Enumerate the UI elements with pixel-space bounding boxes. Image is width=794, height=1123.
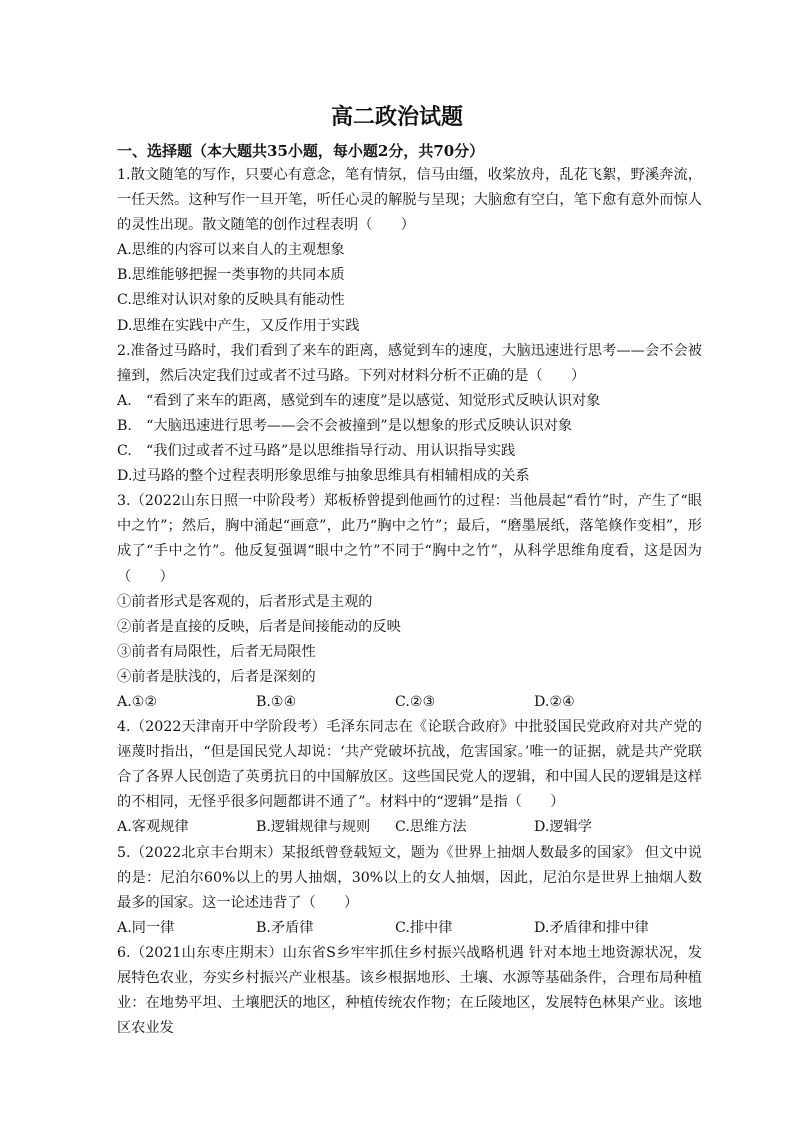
q4-option-c: C.思维方法 bbox=[395, 819, 467, 836]
q3-option-b: B.①④ bbox=[256, 693, 297, 710]
q5-option-d: D.矛盾律和排中律 bbox=[534, 919, 649, 936]
question-1-stem: 1.散文随笔的写作，只要心有意念，笔有情氛，信马由缰，收桨放舟，乱花飞絮，野溪奔流，一任天然。这种写作一旦开笔，听任心灵的解脱与呈现；大脑愈有空白，笔下愈有意外而惊人的灵性出现。散文随笔的创作过程表明（ ） bbox=[117, 167, 702, 234]
q3-statement-4: ④前者是肤浅的，后者是深刻的 bbox=[117, 668, 316, 685]
q4-option-d: D.逻辑学 bbox=[534, 819, 592, 836]
q2-option-a: A. “看到了来车的距离，感觉到车的速度”是以感觉、知觉形式反映认识对象 bbox=[117, 392, 601, 409]
question-5-stem: 5.（2022北京丰台期末）某报纸曾登载短文，题为《世界上抽烟人数最多的国家》 但文中说的是：尼泊尔60%以上的男人抽烟，30%以上的女人抽烟，因此，尼泊尔是世界上抽烟人数最多的国家。这一论述违背了（ ） bbox=[117, 844, 702, 911]
q2-option-b: B. “大脑迅速进行思考——会不会被撞到”是以想象的形式反映认识对象 bbox=[117, 417, 573, 434]
q1-option-a: A.思维的内容可以来自人的主观想象 bbox=[117, 242, 345, 259]
q5-option-a: A.同一律 bbox=[117, 919, 175, 936]
q5-option-b: B.矛盾律 bbox=[256, 919, 314, 936]
q3-options bbox=[117, 690, 702, 715]
q3-statement-1: ①前者形式是客观的，后者形式是主观的 bbox=[117, 593, 373, 610]
section-heading: 一、选择题（本大题共35小题，每小题2分，共70分） bbox=[117, 142, 485, 160]
q3-option-d: D.②④ bbox=[534, 693, 575, 710]
q5-option-c: C.排中律 bbox=[395, 919, 453, 936]
q3-statement-2: ②前者是直接的反映，后者是间接能动的反映 bbox=[117, 618, 401, 635]
q5-options bbox=[117, 916, 702, 941]
q1-option-b: B.思维能够把握一类事物的共同本质 bbox=[117, 267, 345, 284]
q1-option-d: D.思维在实践中产生，又反作用于实践 bbox=[117, 317, 360, 334]
question-4-stem: 4.（2022天津南开中学阶段考）毛泽东同志在《论联合政府》中批驳国民党政府对共产党的诬蔑时指出，“但是国民党人却说：‘共产党破坏抗战，危害国家。’唯一的证据，就是共产党联合了各界人民创造了英勇抗日的中国解放区。这些国民党人的逻辑，和中国人民的逻辑是这样的不相同，无怪乎很多问题都讲不通了”。材料中的“逻辑”是指（ ） bbox=[117, 719, 702, 811]
q4-option-a: A.客观规律 bbox=[117, 819, 189, 836]
q1-option-c: C.思维对认识对象的反映具有能动性 bbox=[117, 292, 345, 309]
q2-option-c: C. “我们过或者不过马路”是以思维指导行动、用认识指导实践 bbox=[117, 443, 516, 460]
question-6-stem: 6.（2021山东枣庄期末）山东省S乡牢牢抓住乡村振兴战略机遇 针对本地土地资源状况，发展特色农业，夯实乡村振兴产业根基。该乡根据地形、土壤、水源等基础条件，合理布局种植业：在地势平坦、土壤肥沃的地区，种植传统农作物；在丘陵地区，发展特色林果产业。该地区农业发 bbox=[117, 944, 702, 1037]
question-3-stem: 3.（2022山东日照一中阶段考）郑板桥曾提到他画竹的过程：当他晨起“看竹”时，产生了“眼中之竹”；然后，胸中涌起“画意”，此乃“胸中之竹”；最后，“磨墨展纸，落笔倏作变相”，形成了“手中之竹”。他反复强调“眼中之竹”不同于“胸中之竹”，从科学思维角度看，这是因为（ ） bbox=[117, 493, 702, 585]
q4-option-b: B.逻辑规律与规则 bbox=[256, 819, 371, 836]
q4-options bbox=[117, 815, 702, 840]
q2-option-d: D.过马路的整个过程表明形象思维与抽象思维具有相辅相成的关系 bbox=[117, 468, 530, 485]
page-title: 高二政治试题 bbox=[330, 104, 463, 130]
question-list bbox=[117, 163, 702, 1041]
q3-option-c: C.②③ bbox=[395, 693, 436, 710]
q3-statement-3: ③前者有局限性，后者无局限性 bbox=[117, 643, 316, 660]
question-2-stem: 2.准备过马路时，我们看到了来车的距离，感觉到车的速度，大脑迅速进行思考——会不会被撞到，然后决定我们过或者不过马路。下列对材料分析不正确的是（ ） bbox=[117, 342, 702, 384]
q3-option-a: A.①② bbox=[117, 693, 158, 710]
